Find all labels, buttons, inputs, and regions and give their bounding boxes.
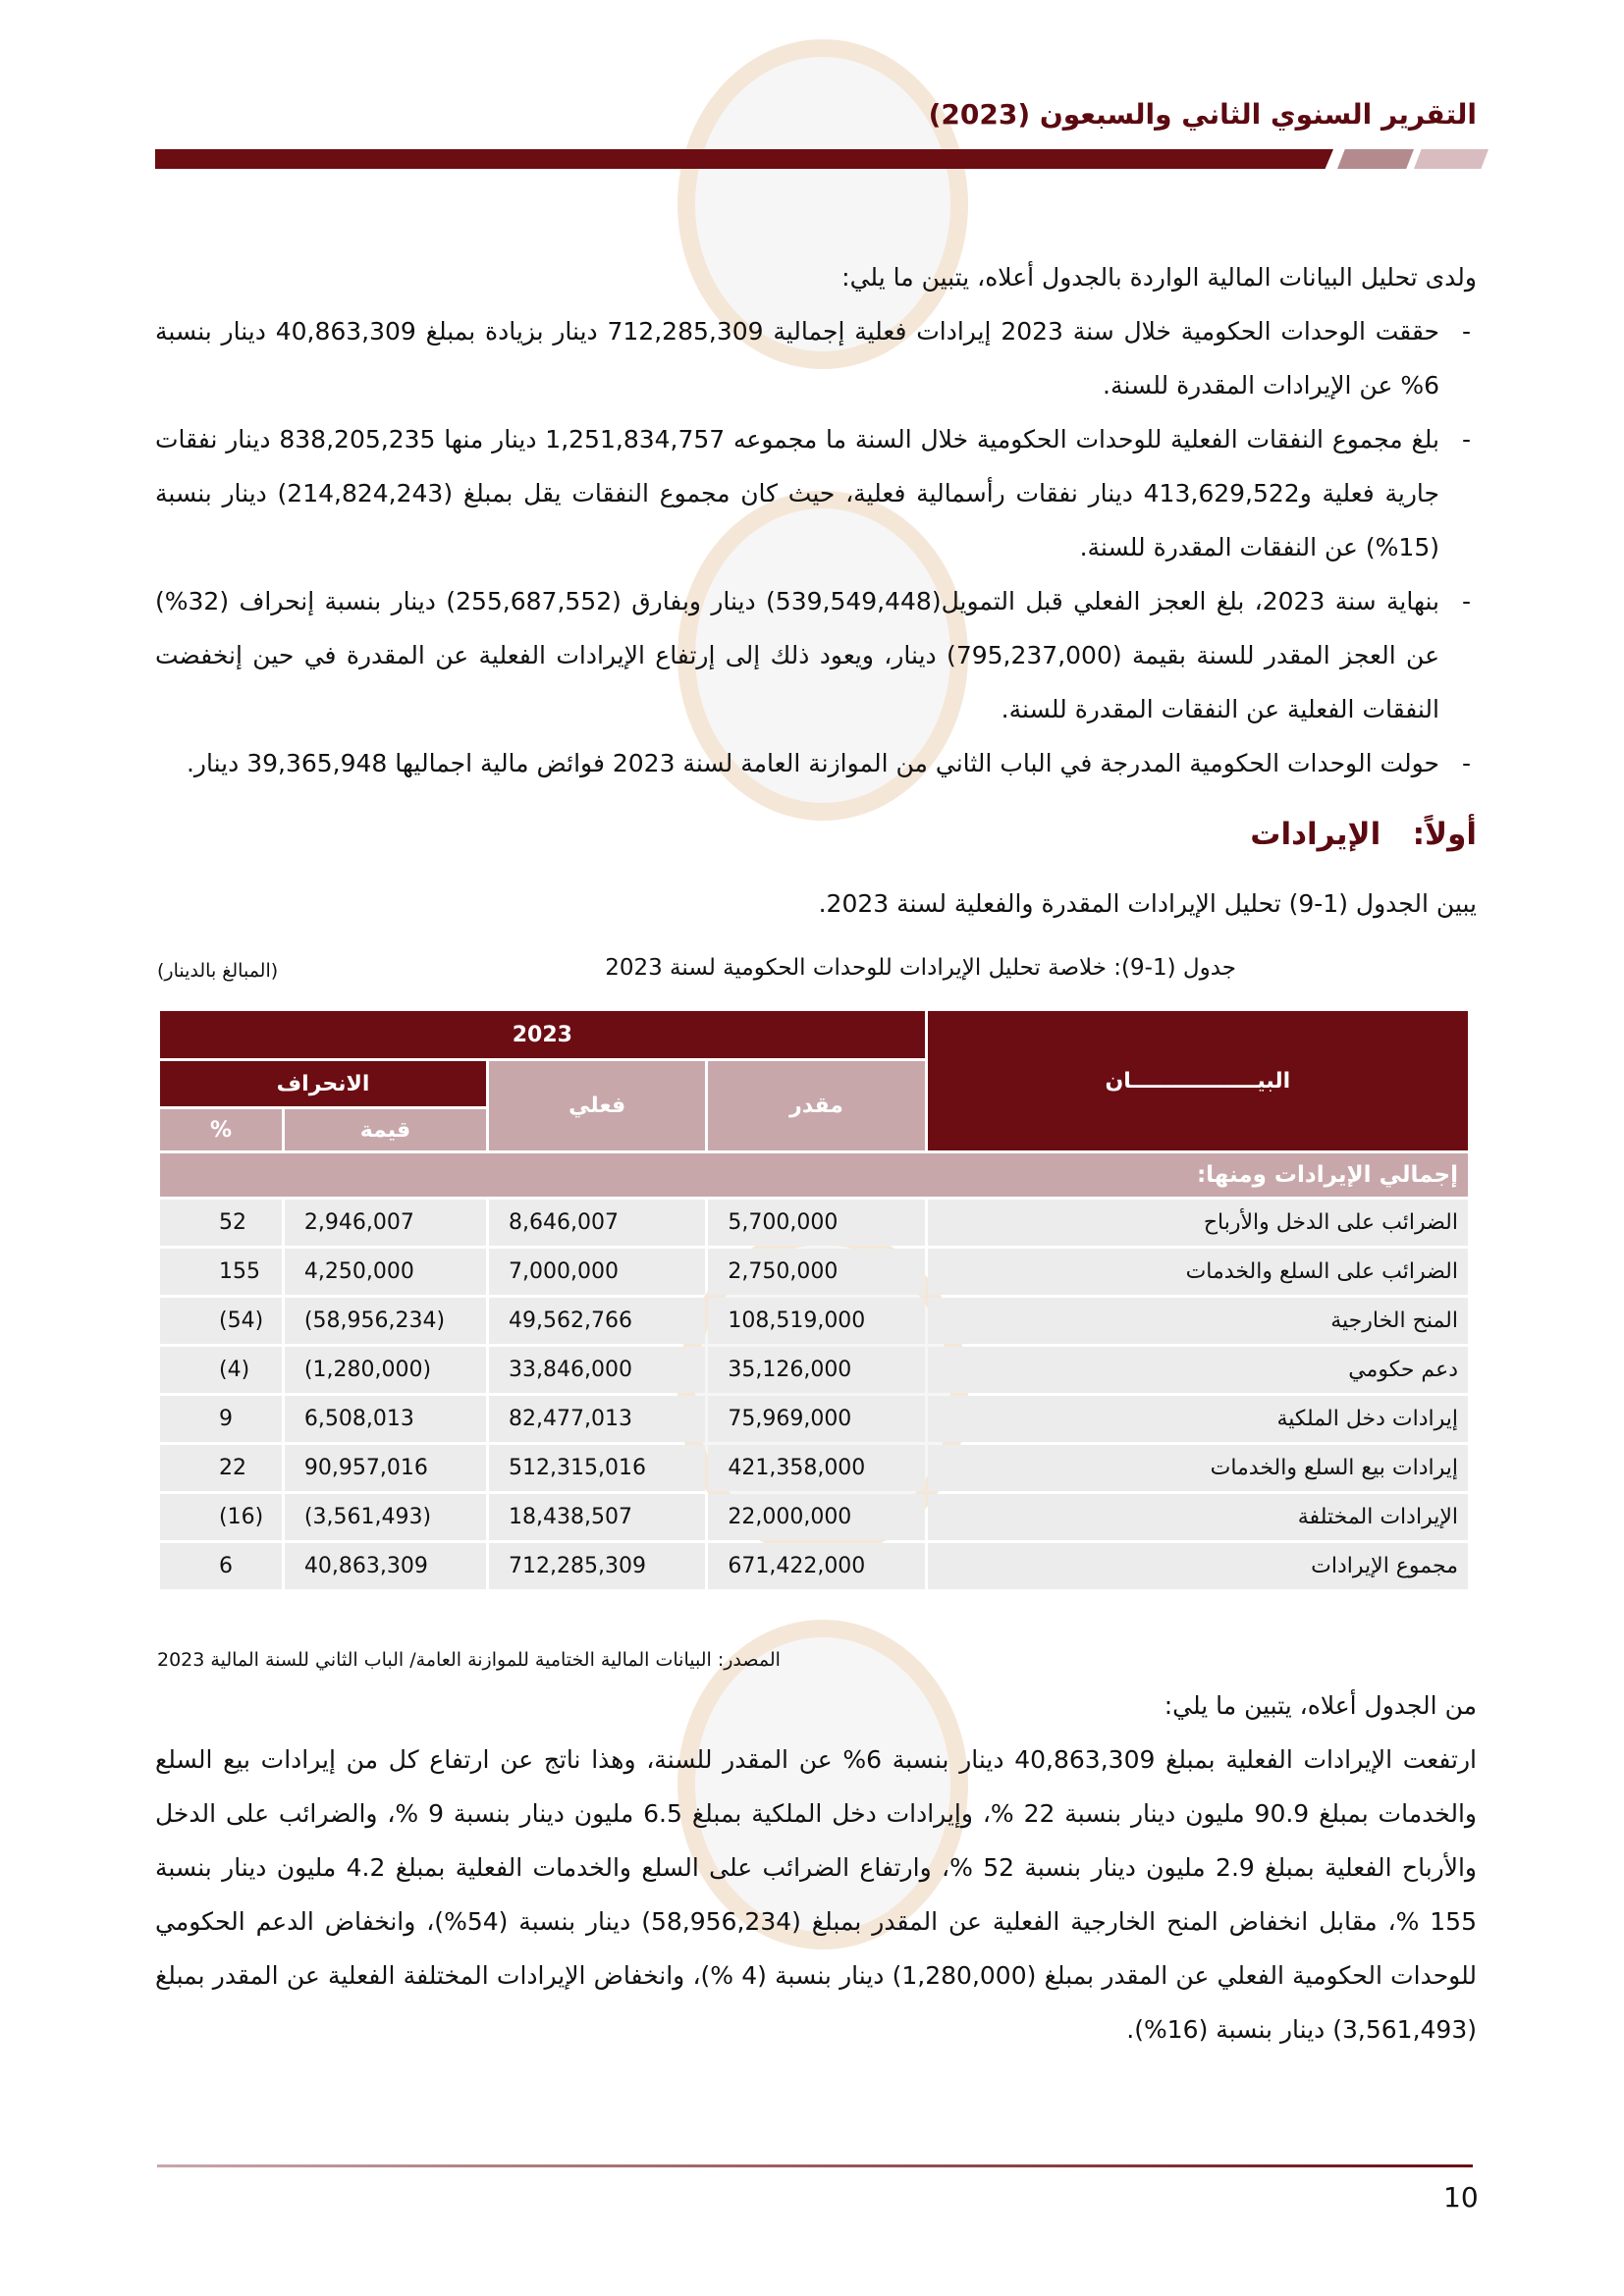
table-row (160, 1249, 1468, 1295)
cell-item: مجموع الإيرادات (928, 1543, 1468, 1589)
header-item: البيـــــــــــــــــان (928, 1011, 1468, 1150)
cell-estimated: 671,422,000 (708, 1543, 924, 1589)
conclusion-intro: من الجدول أعلاه، يتبين ما يلي: (1164, 1691, 1477, 1720)
table-row (160, 1200, 1468, 1246)
conclusion-paragraph: ارتفعت الإيرادات الفعلية بمبلغ 40,863,309 دينار بنسبة 6% عن المقدر للسنة، وهذا ناتج عن ارتفاع كل من إيرادات بيع السلع والخدمات بمبلغ 90.9 مليون دينار بنسبة 22 %، وإيرادات دخل الملكية بمبلغ 6.5 مليون دينار بنسبة 9 %، والضرائب على الدخل والأرباح الفعلية بمبلغ 2.9 مليون دينار بنسبة 52 %، وارتفاع الضرائب على السلع والخدمات الفعلية بمبلغ 4.2 مليون دينار بنسبة 155 %، مقابل انخفاض المنح الخارجية الفعلية عن المقدر بمبلغ (58,956,234) دينار بنسبة (54%)، وانخفاض الدعم الحكومي للوحدات الحكومية الفعلي عن المقدر بمبلغ (1,280,000) دينار بنسبة (4 %)، وانخفاض الإيرادات المختلفة الفعلية عن المقدر بمبلغ (3,561,493) دينار بنسبة (16%). (155, 1745, 1477, 2044)
cell-percent: (16) (160, 1494, 282, 1540)
cell-item: الضرائب على السلع والخدمات (928, 1249, 1468, 1295)
table-row (160, 1494, 1468, 1540)
cell-item: الضرائب على الدخل والأرباح (928, 1200, 1468, 1246)
cell-actual: 18,438,507 (489, 1494, 705, 1540)
cell-estimated: 108,519,000 (708, 1298, 924, 1344)
header-estimated: مقدر (708, 1061, 924, 1150)
cell-actual: 82,477,013 (489, 1396, 705, 1442)
table-unit: (المبالغ بالدينار) (157, 960, 279, 982)
cell-percent: (54) (160, 1298, 282, 1344)
header-bar-segment (1414, 149, 1489, 169)
table-row (160, 1445, 1468, 1491)
section-intro: يبين الجدول (1-9) تحليل الإيرادات المقدرة والفعلية لسنة 2023. (818, 889, 1477, 918)
header-year: 2023 (160, 1011, 925, 1058)
table-row (160, 1298, 1468, 1344)
header-bar-segment (1337, 149, 1414, 169)
cell-value: (3,561,493) (285, 1494, 486, 1540)
header-percent: % (160, 1109, 282, 1150)
cell-estimated: 2,750,000 (708, 1249, 924, 1295)
header-actual: فعلي (489, 1061, 705, 1150)
cell-item: المنح الخارجية (928, 1298, 1468, 1344)
table-caption: جدول (1-9): خلاصة تحليل الإيرادات للوحدات الحكومية لسنة 2023 (605, 955, 1236, 981)
revenue-table (157, 1008, 1471, 1592)
cell-percent: 22 (160, 1445, 282, 1491)
page-number: 10 (1443, 2181, 1479, 2214)
header-deviation: الانحراف (160, 1061, 486, 1106)
header-bar (155, 149, 1333, 169)
cell-actual: 33,846,000 (489, 1347, 705, 1393)
report-title: التقرير السنوي الثاني والسبعون (2023) (928, 98, 1477, 131)
table-row (160, 1347, 1468, 1393)
cell-value: 40,863,309 (285, 1543, 486, 1589)
cell-actual: 49,562,766 (489, 1298, 705, 1344)
table-source: المصدر: البيانات المالية الختامية للموازنة العامة/ الباب الثاني للسنة المالية 2023 (157, 1649, 781, 1671)
table-row (160, 1396, 1468, 1442)
cell-estimated: 421,358,000 (708, 1445, 924, 1491)
cell-value: (1,280,000) (285, 1347, 486, 1393)
intro-paragraph: ولدى تحليل البيانات المالية الواردة بالجدول أعلاه، يتبين ما يلي: (841, 263, 1477, 292)
cell-percent: 6 (160, 1543, 282, 1589)
cell-value: (58,956,234) (285, 1298, 486, 1344)
cell-estimated: 5,700,000 (708, 1200, 924, 1246)
cell-percent: (4) (160, 1347, 282, 1393)
finding-item: - بنهاية سنة 2023، بلغ العجز الفعلي قبل التمويل(539,549,448) دينار وبفارق (255,687,552) دينار بنسبة إنحراف (32%) عن العجز المقدر للسنة بقيمة (795,237,000) دينار، ويعود ذلك إلى إرتفاع الإيرادات الفعلية عن المقدرة في حين إنخفضت النفقات الفعلية عن النفقات المقدرة للسنة. (155, 574, 1477, 736)
cell-item: إيرادات دخل الملكية (928, 1396, 1468, 1442)
cell-item: إيرادات بيع السلع والخدمات (928, 1445, 1468, 1491)
cell-value: 90,957,016 (285, 1445, 486, 1491)
cell-value: 6,508,013 (285, 1396, 486, 1442)
cell-estimated: 35,126,000 (708, 1347, 924, 1393)
section-row: إجمالي الإيرادات ومنها: (160, 1153, 1468, 1197)
finding-item: - بلغ مجموع النفقات الفعلية للوحدات الحكومية خلال السنة ما مجموعه 1,251,834,757 دينار منها 838,205,235 دينار نفقات جارية فعلية و413,629,522 دينار نفقات رأسمالية فعلية، حيث كان مجموع النفقات يقل بمبلغ (214,824,243) دينار بنسبة (15%) عن النفقات المقدرة للسنة. (155, 412, 1477, 574)
cell-percent: 9 (160, 1396, 282, 1442)
cell-actual: 7,000,000 (489, 1249, 705, 1295)
cell-value: 4,250,000 (285, 1249, 486, 1295)
cell-actual: 712,285,309 (489, 1543, 705, 1589)
finding-item: - حولت الوحدات الحكومية المدرجة في الباب الثاني من الموازنة العامة لسنة 2023 فوائض مالية اجماليها 39,365,948 دينار. (155, 736, 1477, 790)
cell-estimated: 75,969,000 (708, 1396, 924, 1442)
cell-value: 2,946,007 (285, 1200, 486, 1246)
cell-percent: 52 (160, 1200, 282, 1246)
cell-estimated: 22,000,000 (708, 1494, 924, 1540)
header-value: قيمة (285, 1109, 486, 1150)
cell-item: الإيرادات المختلفة (928, 1494, 1468, 1540)
cell-item: دعم حكومي (928, 1347, 1468, 1393)
section-title: أولاً: الإيرادات (1250, 817, 1477, 852)
cell-actual: 8,646,007 (489, 1200, 705, 1246)
cell-percent: 155 (160, 1249, 282, 1295)
cell-actual: 512,315,016 (489, 1445, 705, 1491)
finding-item: - حققت الوحدات الحكومية خلال سنة 2023 إيرادات فعلية إجمالية 712,285,309 دينار بزيادة بمبلغ 40,863,309 دينار بنسبة 6% عن الإيرادات المقدرة للسنة. (155, 304, 1477, 412)
footer-divider (157, 2164, 1473, 2167)
findings-list (155, 304, 1477, 790)
table-row (160, 1543, 1468, 1589)
